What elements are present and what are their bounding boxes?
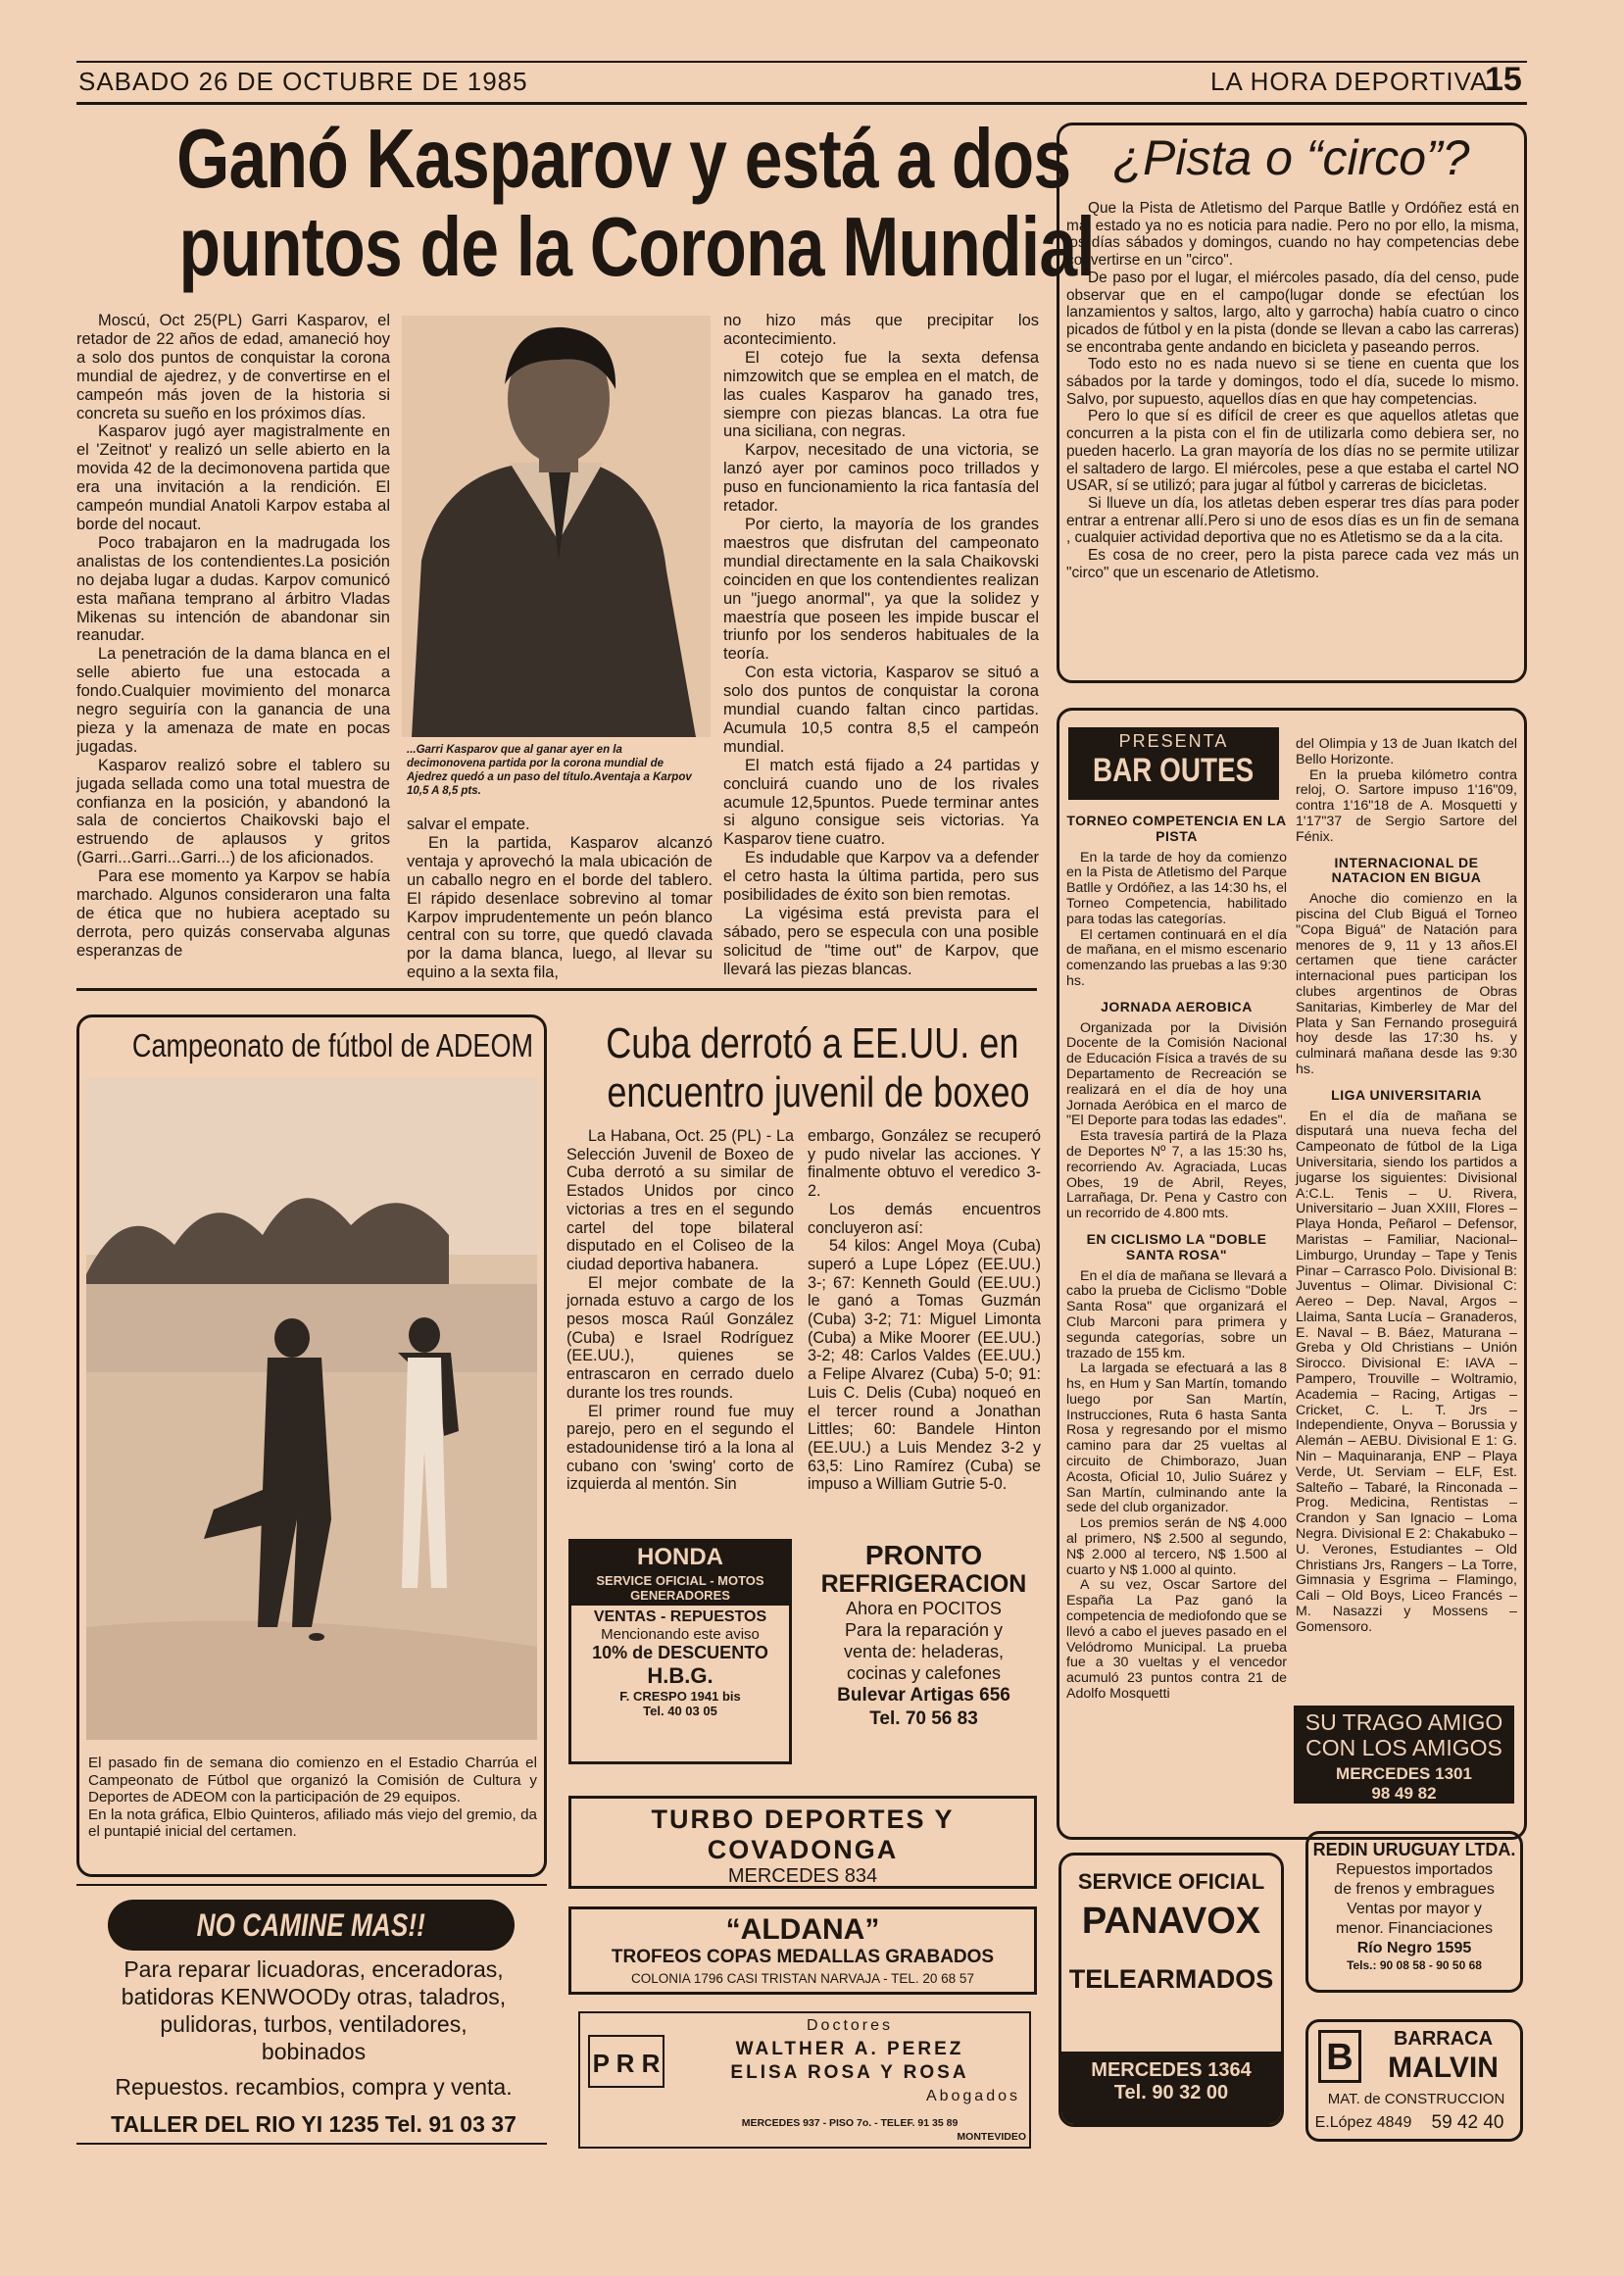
paragraph: Con esta victoria, Kasparov se situó a solo dos puntos de conquistar la corona mundial cuando faltan cinco partidas. Acumula 10,5 contra 8,5 el campeón mundial. bbox=[723, 664, 1039, 756]
cuba-headline-line1: Cuba derrotó a EE.UU. en bbox=[606, 1019, 1019, 1067]
camine-title-text: NO CAMINE MAS!! bbox=[196, 1907, 426, 1943]
paragraph: Los demás encuentros concluyeron así: bbox=[808, 1200, 1041, 1237]
paragraph: La penetración de la dama blanca en el selle abierto fue una estocada a fondo.Cualquier movimiento del monarca negro seguiría con la ganancia de una pieza y la amenaza de mate en pocas jugadas. bbox=[76, 645, 390, 756]
paragraph: Que la Pista de Atletismo del Parque Batlle y Ordóñez está en mal estado ya no es noticia para nadie. Pero no por ello, la misma, los días sábados y domingos, cuando no hay competencias debe convertirse en un "circo". bbox=[1066, 200, 1519, 270]
section-title: JORNADA AEROBICA bbox=[1101, 998, 1253, 1014]
kasparov-portrait-image bbox=[402, 316, 711, 737]
paragraph: Esta travesía partirá de la Plaza de Deportes Nº 7, a las 15:30 hs, recorriendo Av. Agraciada, Lucas Obes, 19 de Abril, Reyes, Larrañaga, Dr. Pena y Castro con un recorrido de 4.800 mts. bbox=[1066, 1128, 1287, 1222]
honda-line4: Mencionando este aviso bbox=[601, 1626, 760, 1643]
perez-logo: P R R bbox=[588, 2035, 664, 2088]
barouts-col2 bbox=[1296, 737, 1517, 1636]
cuba-headline-line2: encuentro juvenil de boxeo bbox=[607, 1068, 1030, 1116]
header-date: SABADO 26 DE OCTUBRE DE 1985 bbox=[78, 67, 528, 96]
camine-bottom-rule bbox=[76, 2143, 547, 2145]
paragraph: El mejor combate de la jornada estuvo a cargo de los pesos mosca Raúl González (Cuba) e Israel Rodríguez (EE.UU.), quienes se entrascaron en cerrado duelo durante los tres rounds. bbox=[566, 1273, 794, 1402]
turbo-line1: TURBO DEPORTES Y bbox=[651, 1805, 955, 1834]
adeom-caption bbox=[88, 1755, 537, 1841]
pista-text bbox=[1066, 200, 1519, 581]
paragraph: En el día de mañana se llevará a cabo la prueba de Ciclismo "Doble Santa Rosa" que organizará el Club Marconi para primera y segunda categorías, sobre un trazado de 155 km. bbox=[1066, 1267, 1287, 1361]
kasparov-headline-line2: puntos de la Corona Mundial bbox=[178, 201, 1095, 294]
honda-line3: VENTAS - REPUESTOS bbox=[593, 1608, 767, 1625]
paragraph: El match está fijado a 24 partidas y concluirá cuando uno de los rivales acumule 12,5puntos. Puede terminar antes si alguno consigue seis victorias. Ya Kasparov tiene cuatro. bbox=[723, 756, 1039, 849]
honda-ad bbox=[568, 1539, 792, 1764]
paragraph: En la prueba kilómetro contra reloj, O. Sartore impuso 1'16"09, contra 1'16"18 de A. Mosquetti y 1'17"37 de Sergio Sartore del Fénix. bbox=[1296, 767, 1517, 845]
adeom-title bbox=[88, 1027, 534, 1064]
aldana-line1: “ALDANA” bbox=[725, 1913, 880, 1946]
paragraph: Poco trabajaron en la madrugada los analistas de los contendientes.La posición no dejaba lugar a dudas. Karpov comunicó esta mañana temprano al árbitro Vladas Mikenas su intención de abandonar sin reanudar. bbox=[76, 533, 390, 645]
paragraph: salvar el empate. bbox=[407, 816, 530, 833]
kasparov-photo-caption: ...Garri Kasparov que al ganar ayer en la decimonovena partida por la corona mundial de Ajedrez quedó a un paso del título.Aventaja a Karpov 10,5 A 8,5 pts. bbox=[407, 744, 692, 797]
trago-address: MERCEDES 1301 bbox=[1336, 1764, 1472, 1783]
malvin-line2: MALVIN bbox=[1388, 2052, 1499, 2084]
kasparov-photo bbox=[402, 316, 711, 737]
paragraph: Kasparov realizó sobre el tablero su jugada sellada como una total muestra de confianza en la posición, y abandonó la sala de conciertos Chaikovski bajo el estruendo de aplausos y gritos (Garri...Garri...Garri...) de los aficionados. bbox=[76, 756, 390, 867]
perez-line3: ELISA ROSA Y ROSA bbox=[730, 2062, 969, 2083]
paragraph: Organizada por la División Docente de la Comisión Nacional de Educación Física a través de su Departamento de Recreación se realizará en el día de hoy una Jornada Aeróbica en el marco de "El Deporte para todas las edades". bbox=[1066, 1019, 1287, 1129]
paragraph: La vigésima está prevista para el sábado, pero se especula con una posible solicitud de "time out" de Karpov, que llevará las piezas blancas. bbox=[723, 905, 1039, 978]
kasparov-headline-line1: Ganó Kasparov y está a dos bbox=[176, 113, 1071, 206]
redin-line5: menor. Financiaciones bbox=[1335, 1920, 1494, 1937]
turbo-line3: MERCEDES 834 bbox=[727, 1865, 878, 1887]
paragraph: no hizo más que precipitar los acontecimiento. bbox=[723, 312, 1039, 348]
camine-top-rule bbox=[76, 1884, 547, 1886]
turbo-line2: COVADONGA bbox=[707, 1835, 899, 1864]
malvin-line3: MAT. de CONSTRUCCION bbox=[1327, 2091, 1505, 2107]
kasparov-col3 bbox=[723, 312, 1039, 979]
honda-line5: 10% de DESCUENTO bbox=[592, 1643, 768, 1662]
kasparov-col2 bbox=[407, 816, 713, 982]
paragraph: Karpov, necesitado de una victoria, se lanzó ayer por caminos poco trillados y puso en funcionamiento la rica fantasía del retador. bbox=[723, 441, 1039, 516]
paragraph: Es cosa de no creer, pero la pista parece cada vez más un "circo" que un escenario de Atletismo. bbox=[1066, 547, 1519, 581]
pronto-line3: Ahora en POCITOS bbox=[846, 1599, 1002, 1618]
paragraph: El certamen continuará en el día de mañana, en el mismo escenario comenzando las pruebas a las 9:30 hs. bbox=[1066, 926, 1287, 989]
section-title: EN CICLISMO LA "DOBLE SANTA ROSA" bbox=[1086, 1230, 1267, 1262]
malvin-line1: BARRACA bbox=[1393, 2028, 1494, 2050]
paragraph: La largada se efectuará a las 8 hs, en Hum y San Martín, tomando luego por San Martín, Instrucciones, Ruta 6 hasta Santa Rosa y regresando por el mismo camino para dar 25 vueltas al circuito de Chimborazo, Juan Acosta, Oficial 10, Julio Suárez y San Martín, culminando ante la sede del club organizador. bbox=[1066, 1361, 1287, 1516]
pronto-line1: PRONTO bbox=[864, 1540, 983, 1570]
paragraph: Es indudable que Karpov va a defender el cetro hasta la última partida, pero sus posibilidades de éxito son bien remotas. bbox=[723, 849, 1039, 905]
malvin-line4: E.López 4849 bbox=[1314, 2114, 1412, 2131]
perez-line4: Abogados bbox=[925, 2088, 1020, 2104]
paragraph: En la tarde de hoy da comienzo en la Pista de Atletismo del Parque Batlle y Ordóñez, a las 14:30 hs, el Torneo Competencia, habilitado para todas las categorías. bbox=[1066, 849, 1287, 927]
pronto-line6: cocinas y calefones bbox=[846, 1663, 1002, 1683]
pronto-line4: Para la reparación y bbox=[844, 1620, 1004, 1640]
camine-line5: Repuestos. recambios, compra y venta. bbox=[115, 2074, 513, 2100]
kasparov-headline bbox=[78, 113, 1095, 294]
kasparov-col1 bbox=[76, 312, 390, 961]
honda-line2: GENERADORES bbox=[571, 1588, 789, 1606]
aldana-ad bbox=[568, 1906, 1037, 1995]
malvin-line5: 59 42 40 bbox=[1431, 2112, 1504, 2133]
perez-line1: Doctores bbox=[806, 2017, 894, 2034]
barouts-name: BAR OUTES bbox=[1093, 752, 1255, 789]
paragraph: Anoche dio comienzo en la piscina del Club Biguá el Torneo "Copa Biguá" de Natación para menores de 9, 11 y 13 años.El certamen que tiene carácter internacional pues participan los clubes argentinos de Obras Sanitarias, Kimberley de Mar del Plata y San Fernando proseguirá hoy desde las 17:30 hs. y culminará mañana desde las 9:30 hs. bbox=[1296, 891, 1517, 1077]
section-title: LIGA UNIVERSITARIA bbox=[1331, 1086, 1482, 1103]
panavox-address-block bbox=[1061, 2052, 1281, 2124]
header-paper-name: LA HORA DEPORTIVA bbox=[1210, 67, 1489, 96]
paragraph: Si llueve un día, los atletas deben esperar tres días para poder entrar a entrenar allí.Pero si uno de esos días es un fin de semana , cualquier actividad deportiva que no es Atletismo se da a la cita. bbox=[1066, 494, 1519, 547]
pista-title: ¿Pista o “circo”? bbox=[1112, 130, 1470, 185]
adeom-caption-1: El pasado fin de semana dio comienzo en el Estadio Charrúa el Campeonato de Fútbol que organizó la Comisión de Cultura y Deportes de ADEOM con la participación de 29 equipos. bbox=[88, 1755, 537, 1806]
cuba-col2 bbox=[808, 1127, 1041, 1494]
paragraph: De paso por el lugar, el miércoles pasado, día del censo, pude observar que en el campo(lugar donde se efectúan los lanzamientos y saltos, largo, alto y garrocha) había cuatro o cinco picados de fútbol y en la pista (donde se llevan a cabo las carreras) se encontraba gente andando en bicicleta y paseando perros. bbox=[1066, 269, 1519, 356]
paragraph: Todo esto no es nada nuevo si se tiene en cuenta que los sábados por la tarde y domingos, todo el día, sucede lo mismo. Salvo, por supuesto, aquellos días en que hay competencias. bbox=[1066, 356, 1519, 408]
panavox-line3: TELEARMADOS bbox=[1068, 1964, 1274, 1994]
perez-ad bbox=[578, 2011, 1031, 2149]
redin-line1: REDIN URUGUAY LTDA. bbox=[1312, 1840, 1516, 1859]
trago-line1: SU TRAGO AMIGO bbox=[1304, 1709, 1503, 1735]
paragraph: Kasparov jugó ayer magistralmente en el 'Zeitnot' y realizó un selle abierto en la movida 42 de la decimonovena partida que era una invitación a la rendición. El campeón mundial Anatoli Karpov estaba al borde del nocaut. bbox=[76, 422, 390, 533]
pronto-line2: REFRIGERACION bbox=[820, 1570, 1027, 1598]
camine-line4: bobinados bbox=[261, 2039, 367, 2064]
paragraph: El cotejo fue la sexta defensa nimzowitch que se emplea en el match, de las cuales Kasparov ha ganado tres, siempre con piezas blancas. La otra fue una siciliana, con negras. bbox=[723, 348, 1039, 441]
camine-line3: pulidoras, turbos, ventiladores, bbox=[160, 2011, 468, 2037]
malvin-ad bbox=[1305, 2019, 1523, 2142]
panavox-line4: MERCEDES 1364 bbox=[1091, 2059, 1252, 2081]
paragraph: El primer round fue muy parejo, pero en el segundo el estadounidense tiró a la lona al cubano con 'swing' corto de izquierda al mentón. Sin bbox=[566, 1402, 794, 1494]
honda-line7: F. CRESPO 1941 bis bbox=[619, 1689, 741, 1704]
honda-line6: H.B.G. bbox=[647, 1663, 714, 1688]
page-number: 15 bbox=[1485, 61, 1522, 98]
panavox-ad bbox=[1058, 1853, 1284, 2127]
redin-line7: Tels.: 90 08 58 - 90 50 68 bbox=[1347, 1958, 1482, 1972]
header-top-rule bbox=[76, 61, 1527, 63]
honda-line1: SERVICE OFICIAL - MOTOS bbox=[571, 1573, 789, 1588]
barouts-col1 bbox=[1066, 804, 1287, 1703]
barouts-presenta: PRESENTA bbox=[1118, 731, 1229, 751]
panavox-line5: Tel. 90 32 00 bbox=[1113, 2082, 1229, 2103]
paragraph: En la partida, Kasparov alcanzó ventaja y aprovechó la mala ubicación de un caballo negro en el borde del tablero. El rápido desenlace sobrevino al tomar Karpov imprudentemente un peón blanco central con su torre, que quedó clavada por la dama blanca, luego, al llevar su equino a la sexta fila, bbox=[407, 833, 713, 982]
redin-line3: de frenos y embragues bbox=[1334, 1881, 1495, 1898]
redin-line2: Repuestos importados bbox=[1335, 1861, 1494, 1878]
camine-line6: TALLER DEL RIO YI 1235 Tel. 91 03 37 bbox=[111, 2111, 517, 2137]
adeom-caption-2: En la nota gráfica, Elbio Quinteros, afiliado más viejo del gremio, da el puntapié inicial del certamen. bbox=[88, 1806, 537, 1840]
camine-body bbox=[78, 1955, 549, 2138]
camine-title bbox=[108, 1900, 515, 1951]
panavox-line2: PANAVOX bbox=[1081, 1901, 1261, 1942]
aldana-line3: COLONIA 1796 CASI TRISTAN NARVAJA - TEL. 20 68 57 bbox=[631, 1971, 974, 1986]
redin-line4: Ventas por mayor y bbox=[1347, 1901, 1482, 1917]
adeom-title-text: Campeonato de fútbol de ADEOM bbox=[131, 1027, 534, 1064]
trago-ad bbox=[1294, 1706, 1514, 1804]
honda-line8: Tel. 40 03 05 bbox=[643, 1704, 717, 1718]
cuba-col1 bbox=[566, 1127, 794, 1494]
paragraph: La Habana, Oct. 25 (PL) - La Selección Juvenil de Boxeo de Cuba derrotó a su similar de Estados Unidos por cinco victorias a tres en el segundo cartel del tope bilateral disputado en el Coliseo de la ciudad deportiva habanera. bbox=[566, 1127, 794, 1273]
paragraph: A su vez, Oscar Sartore del España La Paz ganó la competencia de mediofondo que se llevó a cabo el jueves pasado en el Velódromo Municipal. La prueba fue a 30 vueltas y el vencedor acumuló 23 puntos contra 21 de Adolfo Mosquetti bbox=[1066, 1577, 1287, 1703]
aldana-line2: TROFEOS COPAS MEDALLAS GRABADOS bbox=[611, 1947, 995, 1967]
trago-line2: CON LOS AMIGOS bbox=[1305, 1735, 1502, 1760]
trago-phone: 98 49 82 bbox=[1371, 1784, 1437, 1803]
redin-line6: Río Negro 1595 bbox=[1356, 1940, 1472, 1956]
paragraph: Por cierto, la mayoría de los grandes maestros que disfrutan del campeonato mundial directamente en la sala Chaikovski coinciden en que los contendientes realizan un "juego anormal", ya que la solidez y maestría que poseen les impide buscar el triunfo por los senderos habituales de la teoría. bbox=[723, 515, 1039, 664]
paragraph: 54 kilos: Angel Moya (Cuba) superó a Lupe López (EE.UU.) 3-; 67: Kenneth Gould (EE.UU.) le ganó a Tomas Guzmán (Cuba) 3-2; 71: Miguel Limonta (Cuba) a Mike Moorer (EE.UU.) 3-2; 48: Carlos Valdes (EE.UU.) a Felipe Alvarez (Cuba) 5-0; 91: Luis C. Delis (Cuba) noqueó en el tercer round a Jonathan Littles; 60: Bandele Hinton (EE.UU.) a Luis Mendez 3-2 y 63,5: Lino Ramírez (Cuba) se impuso a William Gutrie 5-0. bbox=[808, 1237, 1041, 1494]
paragraph: Los premios serán de N$ 4.000 al primero, N$ 2.500 al segundo, N$ 2.000 al tercero, N$ 1.500 al cuarto y N$ 1.000 al quinto. bbox=[1066, 1515, 1287, 1578]
perez-line2: WALTHER A. PEREZ bbox=[735, 2039, 964, 2059]
paragraph: embargo, González se recuperó y pudo nivelar las acciones. Y finalmente obtuvo el veredico 3-2. bbox=[808, 1127, 1041, 1201]
paragraph: del Olimpia y 13 de Juan Ikatch del Bello Horizonte. bbox=[1296, 736, 1517, 767]
paragraph: Pero lo que sí es difícil de creer es que aquellos atletas que concurren a la pista con el fin de utilizarla como debiera ser, no pueden hacerlo. La gran mayoría de los días no se permite utilizar el saltadero de largo. El miércoles, pese a que estaba el cartel NO USAR, sí se utilizó; para jugar al fútbol y carreras de bicicletas. bbox=[1066, 408, 1519, 495]
section-divider bbox=[76, 988, 1037, 991]
section-title: TORNEO COMPETENCIA EN LA PISTA bbox=[1066, 813, 1287, 844]
pronto-ad bbox=[813, 1541, 1034, 1762]
football-kickoff-image bbox=[86, 1078, 537, 1740]
redin-ad bbox=[1305, 1831, 1523, 1993]
pronto-line7: Bulevar Artigas 656 bbox=[837, 1685, 1010, 1706]
paragraph: En el día de mañana se disputará una nueva fecha del Campeonato de fútbol de la Liga Universitaria, siendo los partidos a jugarse los siguientes: Divisional A:C.L. Tenis – U. Rivera, Universitario – Juan XXIII, Flores – Playa Honda, Peñarol – Defensor, Maristas – Familiar, Nacional–Limburgo, Urunday – Tape y Tenis Pinar – Carrasco Polo. Divisional B: Juventus – Olimar. Divisional C: Aereo – Dep. Naval, Argos – Llaima, Santa Lucía – Granaderos, E. Naval – B. Báez, Maturana – Greba y Old Christians – Unión Sirocco. Divisional E: IAVA – Pampero, Trouville – Woltramio, Academia – Racing, Artigas – Cricket, C. L. T. Jrs – Independiente, Onyva – Borussia y Alemán – AEBU. Divisional E 1: G. Nin – Maquinaranja, ENP – Playa Verde, Ut. Serviam – ELF, Est. Salteño – Tabaré, la Rinconada – Prog. Medicina, Rentistas – Crandon y San Ignacio – Loma Negra. Divisional E 2: Chakabuko – U. Verones, Estudiantes – Old Christians Jrs, Rangers – La Torre, Gimnasia y Esgrima – Flamingo, Cali – Old Boys, Liceo Francés – M. Nasazzi y Mossens – Gomensoro. bbox=[1296, 1108, 1517, 1635]
section-title: INTERNACIONAL DE NATACION EN BIGUA bbox=[1331, 854, 1482, 886]
paragraph: Moscú, Oct 25(PL) Garri Kasparov, el retador de 22 años de edad, amaneció hoy a solo dos puntos de conquistar la corona mundial de ajedrez, y de convertirse en el campeón más joven de la historia si concreta su sueño en los próximos días. bbox=[76, 312, 390, 422]
malvin-logo-icon: B bbox=[1318, 2030, 1361, 2083]
adeom-photo bbox=[86, 1078, 537, 1740]
perez-line6: MONTEVIDEO bbox=[957, 2131, 1026, 2143]
barouts-logo bbox=[1068, 727, 1279, 800]
header-bottom-rule bbox=[76, 102, 1527, 105]
panavox-line1: SERVICE OFICIAL bbox=[1077, 1869, 1265, 1894]
honda-brand: HONDA bbox=[571, 1542, 789, 1573]
turbo-ad bbox=[568, 1796, 1037, 1889]
paragraph: Para ese momento ya Karpov se había marchado. Algunos consideraron una falta de ética que no hubiera aceptado su derrota, pero quizás conservaba algunas esperanzas de bbox=[76, 867, 390, 960]
pronto-line8: Tel. 70 56 83 bbox=[869, 1708, 978, 1729]
camine-line1: Para reparar licuadoras, enceradoras, bbox=[123, 1956, 504, 1982]
pronto-line5: venta de: heladeras, bbox=[843, 1642, 1005, 1661]
perez-line5: MERCEDES 937 - PISO 7o. - TELEF. 91 35 89 bbox=[741, 2117, 959, 2129]
cuba-headline bbox=[561, 1019, 1041, 1117]
camine-line2: batidoras KENWOODy otras, taladros, bbox=[121, 1984, 507, 2009]
